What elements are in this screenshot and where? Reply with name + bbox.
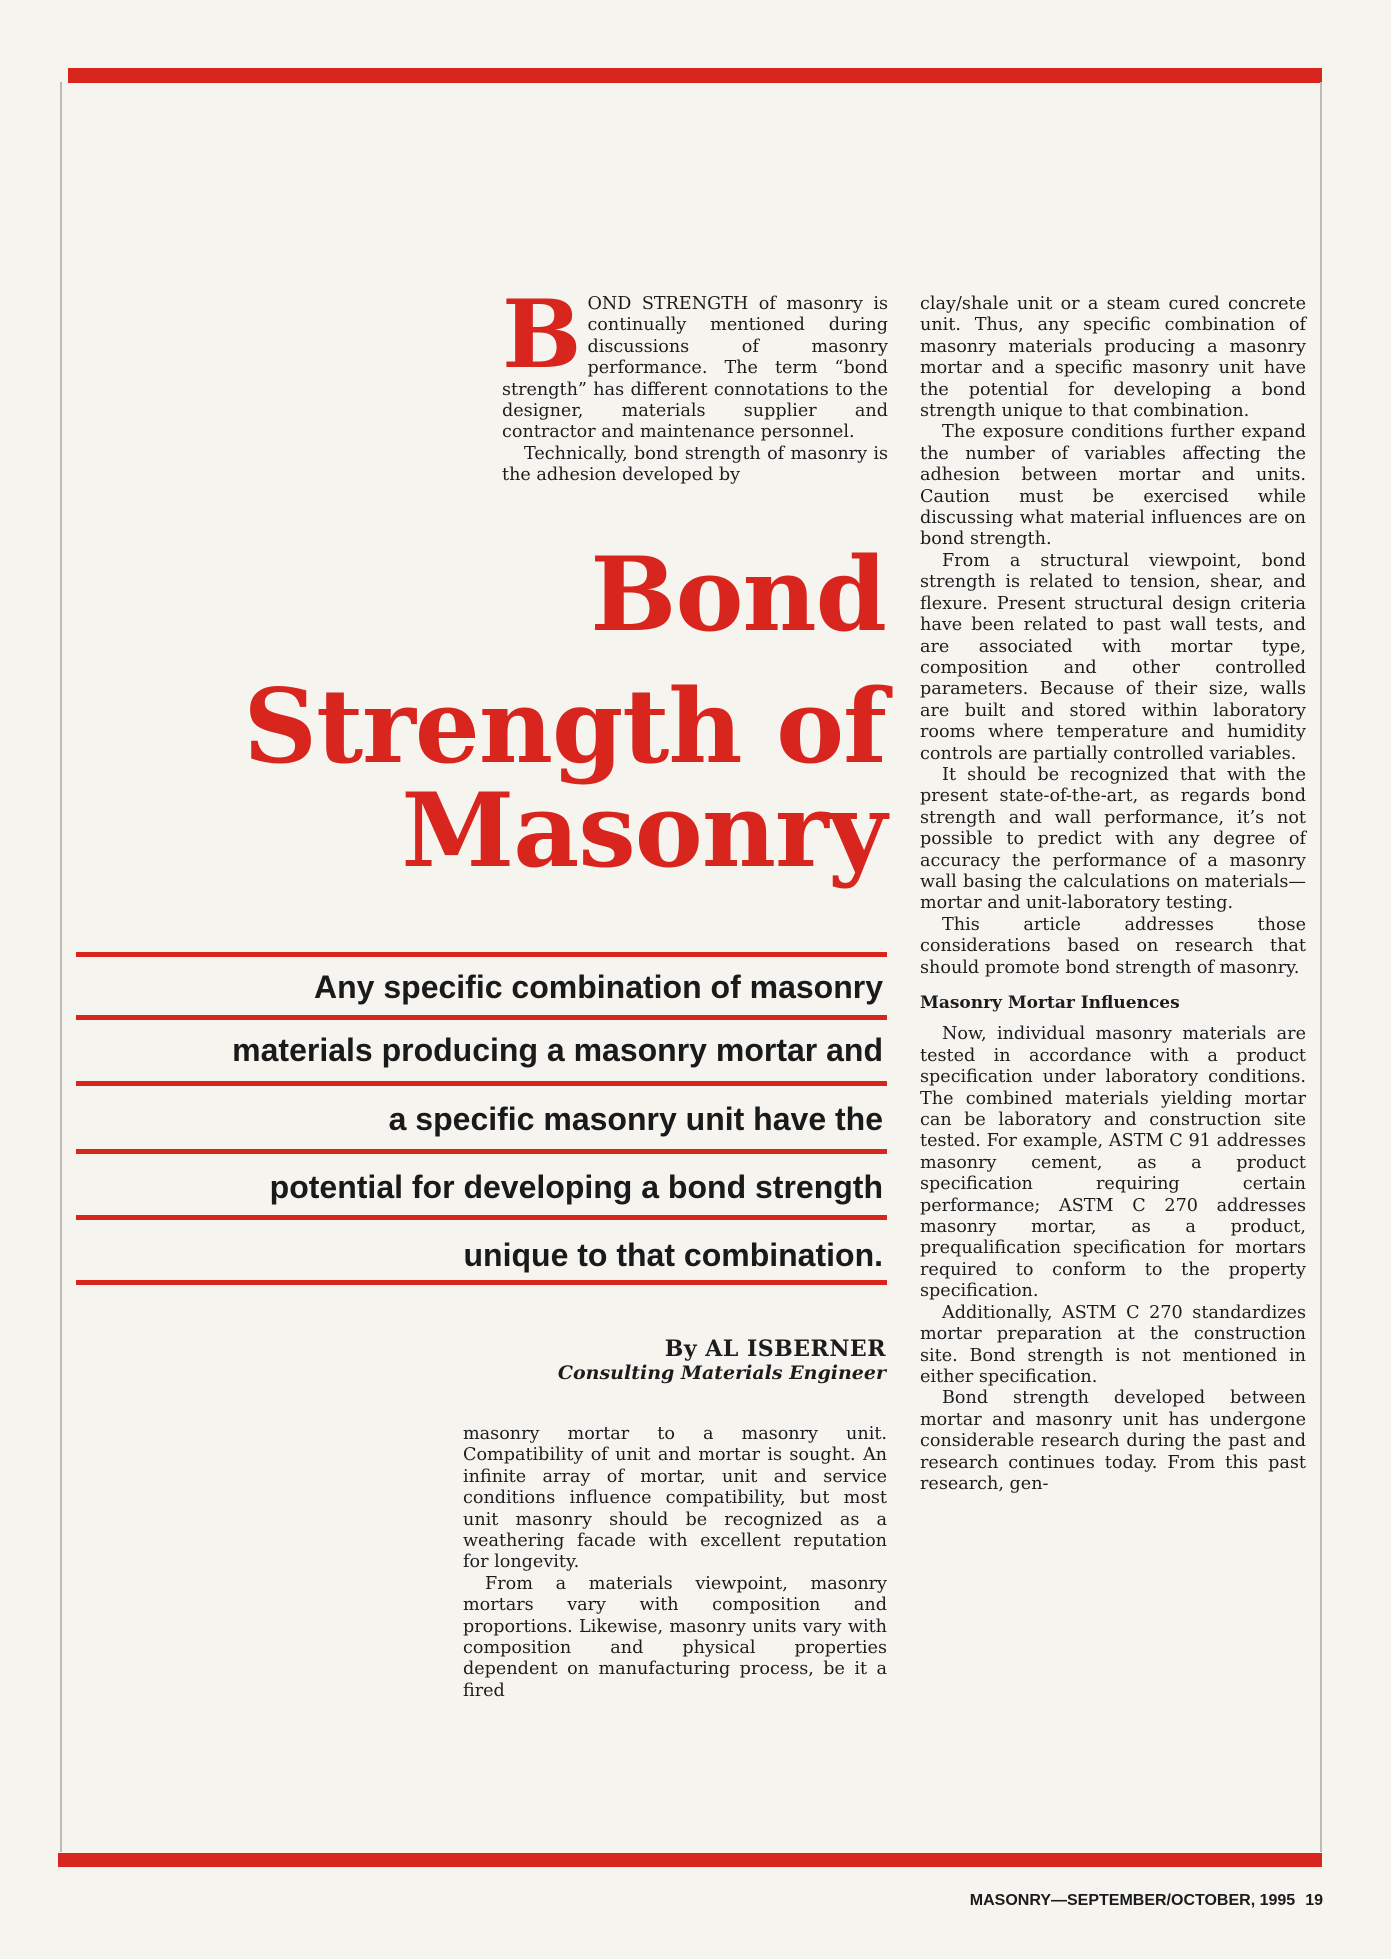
intro-paragraph-2: Technically, bond strength of masonry is the adhesion developed by (502, 443, 888, 486)
intro-text: OND STRENGTH of masonry is continually mentioned during discussions of masonry performance. The term “bond strength” has different connotations to the designer, materials supplier and contractor and maintenance personnel. (502, 294, 888, 443)
frame-left-line (60, 82, 62, 1852)
title-line-1: Bond (590, 535, 886, 655)
middle-paragraph-1: masonry mortar to a masonry unit. Compatibility of unit and mortar is sought. An infinite array of mortar, unit and service conditions influence compatibility, but most unit masonry should be recognized as a weathering facade with excellent reputation for longevity. (463, 1424, 887, 1573)
right-paragraph-5: This article addresses those considerations based on research that should promote bond strength of masonry. (920, 914, 1306, 978)
pullquote-line-1: Any specific combination of masonry (314, 969, 883, 1005)
pullquote-line-2: materials producing a masonry mortar and (232, 1032, 883, 1068)
frame-right-line (1320, 82, 1322, 1852)
pullquote-rule-4 (76, 1149, 887, 1154)
pullquote-line-4: potential for developing a bond strength (269, 1169, 883, 1205)
middle-paragraph-2: From a materials viewpoint, masonry mortars vary with composition and proportions. Likewise, masonry units vary with composition and physical properties dependent on manufacturing process, be it a fired (463, 1573, 887, 1701)
pullquote-rule-3 (76, 1081, 887, 1086)
drop-cap: B (502, 280, 580, 390)
intro-column (502, 280, 888, 487)
top-red-rule (68, 68, 1322, 83)
byline-name: By AL ISBERNER (664, 1336, 886, 1362)
right-paragraph-3: From a structural viewpoint, bond strength is related to tension, shear, and flexure. Present structural design criteria have been related to past wall tests, and are associated with mortar type, composition and other controlled parameters. Because of their size, walls are built and stored within laboratory rooms where temperature and humidity controls are partially controlled variables. (920, 550, 1306, 764)
section-subhead: Masonry Mortar Influences (920, 993, 1180, 1013)
right-paragraph-4: It should be recognized that with the present state-of-the-art, as regards bond strength and wall performance, it’s not possible to predict with any degree of accuracy the performance of a masonry wall basing the calculations on materials—mortar and unit-laboratory testing. (920, 764, 1306, 914)
right-paragraph-2: The exposure conditions further expand the number of variables affecting the adhesion between mortar and units. Caution must be exercised while discussing what material influences are on bond strength. (920, 422, 1306, 550)
bottom-red-rule (58, 1853, 1322, 1867)
title-line-3: Masonry (401, 771, 886, 891)
publication-line: MASONRY—SEPTEMBER/OCTOBER, 1995 (969, 1892, 1296, 1909)
intro-paragraph (502, 280, 888, 444)
title-line-2: Strength of (243, 667, 886, 787)
byline-role: Consulting Materials Engineer (557, 1362, 886, 1384)
right-paragraph-8: Bond strength developed between mortar and masonry unit has undergone considerable research during the past and research continues today. From this past research, gen- (920, 1388, 1306, 1494)
right-paragraph-7: Additionally, ASTM C 270 standardizes mortar preparation at the construction site. Bond strength is not mentioned in either specification. (920, 1302, 1306, 1387)
pullquote-line-5: unique to that combination. (463, 1237, 883, 1273)
right-column (920, 294, 1306, 1495)
byline (558, 1336, 886, 1384)
pullquote-rule-1 (76, 952, 887, 957)
right-paragraph-6: Now, individual masonry materials are tested in accordance with a product specification under laboratory conditions. The combined materials yielding mortar can be laboratory and construction site tested. For example, ASTM C 91 addresses masonry cement, as a product specification requiring certain performance; ASTM C 270 addresses masonry mortar, as a product, prequalification specification for mortars required to conform to the property specification. (920, 1024, 1306, 1302)
pullquote-line-3: a specific masonry unit have the (388, 1101, 883, 1137)
pullquote-rule-6 (76, 1280, 887, 1285)
page-number: 19 (1305, 1892, 1323, 1909)
pullquote-rule-2 (76, 1015, 887, 1020)
middle-column (463, 1424, 887, 1702)
page-footer (970, 1892, 1323, 1910)
right-paragraph-1: clay/shale unit or a steam cured concrete unit. Thus, any specific combination of masonry materials producing a masonry mortar and a specific masonry unit have the potential for developing a bond strength unique to that combination. (920, 294, 1306, 422)
pullquote-rule-5 (76, 1215, 887, 1220)
